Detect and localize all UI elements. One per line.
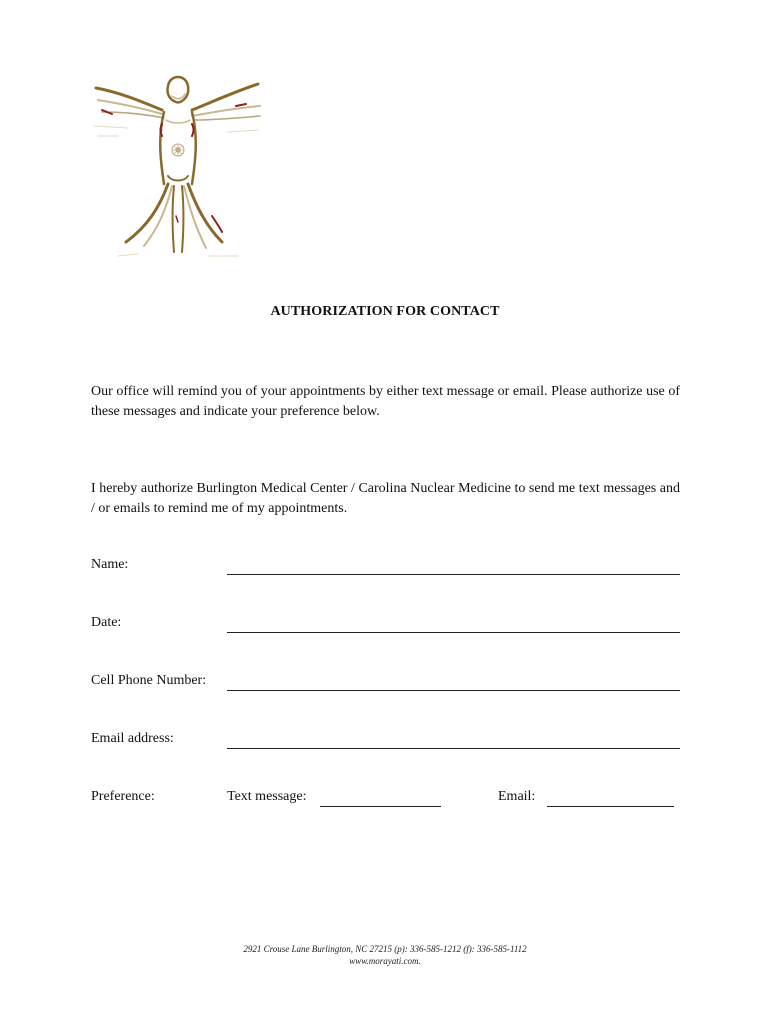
vitruvian-figure-icon bbox=[88, 66, 268, 262]
footer-address: 2921 Crouse Lane Burlington, NC 27215 (p): 336-585-1212 (f): 336-585-1112 bbox=[243, 944, 527, 954]
cell-phone-label: Cell Phone Number: bbox=[91, 673, 207, 688]
email-address-label: Email address: bbox=[91, 731, 174, 746]
email-field-row bbox=[91, 731, 680, 753]
text-message-label: Text message: bbox=[227, 789, 307, 804]
preference-label: Preference: bbox=[91, 789, 155, 804]
email-address-field[interactable] bbox=[227, 748, 680, 749]
text-message-field[interactable] bbox=[320, 806, 441, 807]
date-field-row bbox=[91, 615, 680, 637]
cell-phone-field-row bbox=[91, 673, 680, 695]
cell-phone-field[interactable] bbox=[227, 690, 680, 691]
name-label: Name: bbox=[91, 557, 129, 572]
document-title: AUTHORIZATION FOR CONTACT bbox=[270, 304, 500, 319]
intro-paragraph: Our office will remind you of your appointments by either text message or email. Please authorize use of these messages and indicate your preference below. bbox=[91, 384, 680, 419]
preference-row bbox=[91, 789, 680, 811]
footer bbox=[0, 943, 770, 967]
email-option-label: Email: bbox=[498, 789, 536, 804]
footer-website: www.morayati.com. bbox=[349, 956, 421, 966]
date-label: Date: bbox=[91, 615, 122, 630]
date-field[interactable] bbox=[227, 632, 680, 633]
name-field[interactable] bbox=[227, 574, 680, 575]
email-option-field[interactable] bbox=[547, 806, 674, 807]
authorization-paragraph: I hereby authorize Burlington Medical Center / Carolina Nuclear Medicine to send me text messages and / or emails to remind me of my appointments. bbox=[91, 481, 680, 516]
name-field-row bbox=[91, 557, 680, 579]
